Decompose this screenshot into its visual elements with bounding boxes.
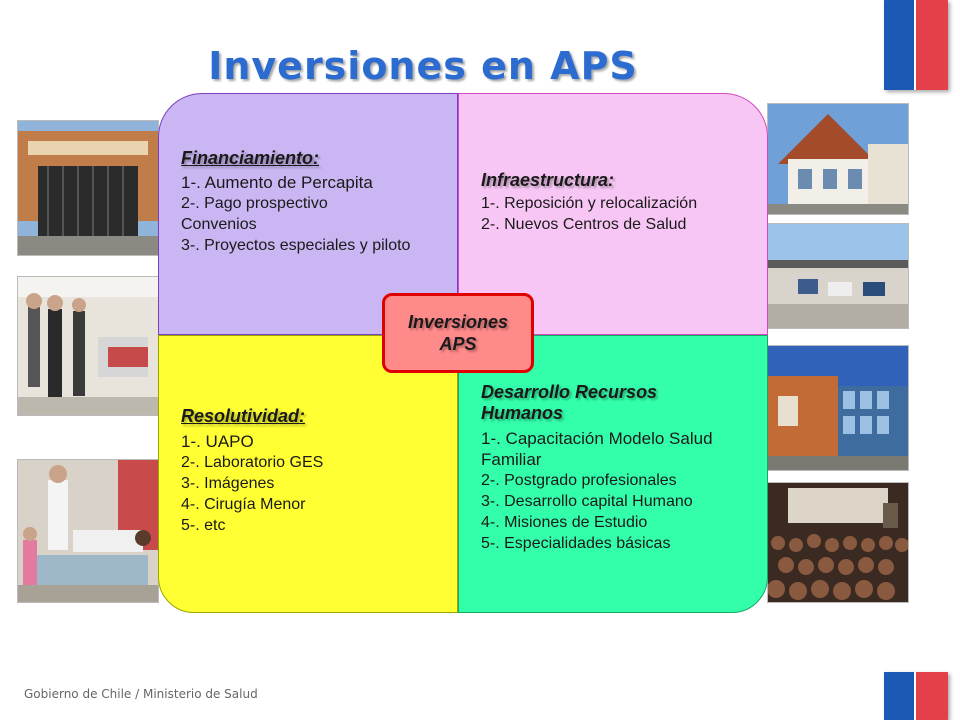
infraestructura-heading: Infraestructura: xyxy=(481,170,615,190)
quadrant-resolutividad xyxy=(158,335,458,613)
financiamiento-item: 3-. Proyectos especiales y piloto xyxy=(181,237,411,254)
photo-new-health-center xyxy=(767,103,909,215)
chile-flag-top-logo xyxy=(884,0,948,90)
infraestructura-item: 2-. Nuevos Centros de Salud xyxy=(481,216,687,233)
slide-title: Inversiones en APS xyxy=(208,44,638,88)
photo-modern-building xyxy=(767,345,909,471)
chile-flag-bottom-logo xyxy=(884,672,948,720)
quadrant-desarrollo-recursos-humanos xyxy=(458,335,768,613)
footer-text: Gobierno de Chile / Ministerio de Salud xyxy=(24,687,258,701)
desarrollo-item: 2-. Postgrado profesionales xyxy=(481,472,677,489)
center-line-1: Inversiones xyxy=(407,312,509,332)
resolutividad-item: 2-. Laboratorio GES xyxy=(181,454,324,471)
infraestructura-item: 1-. Reposición y relocalización xyxy=(481,195,698,212)
photo-medical-exam xyxy=(17,459,159,603)
center-line-2: APS xyxy=(439,334,477,354)
photo-health-center-parking xyxy=(767,223,909,329)
center-inversiones-aps-label xyxy=(382,293,534,373)
desarrollo-item: 1-. Capacitación Modelo Salud Familiar xyxy=(481,429,713,469)
photo-training-audience xyxy=(767,482,909,603)
resolutividad-item: 5-. etc xyxy=(181,517,226,534)
desarrollo-item: 3-. Desarrollo capital Humano xyxy=(481,493,693,510)
desarrollo-heading: Desarrollo Recursos Humanos xyxy=(481,382,658,423)
financiamiento-item: 2-. Pago prospectivo Convenios xyxy=(181,195,328,233)
resolutividad-item: 1-. UAPO xyxy=(181,432,254,451)
resolutividad-item: 4-. Cirugía Menor xyxy=(181,496,306,513)
financiamiento-heading: Financiamiento: xyxy=(181,148,320,168)
photo-health-center-entrance xyxy=(17,120,159,256)
desarrollo-item: 4-. Misiones de Estudio xyxy=(481,514,648,531)
financiamiento-item: 1-. Aumento de Percapita xyxy=(181,173,373,192)
resolutividad-heading: Resolutividad: xyxy=(181,406,306,426)
resolutividad-item: 3-. Imágenes xyxy=(181,475,275,492)
desarrollo-item: 5-. Especialidades básicas xyxy=(481,535,671,552)
photo-hospital-room-visit xyxy=(17,276,159,416)
